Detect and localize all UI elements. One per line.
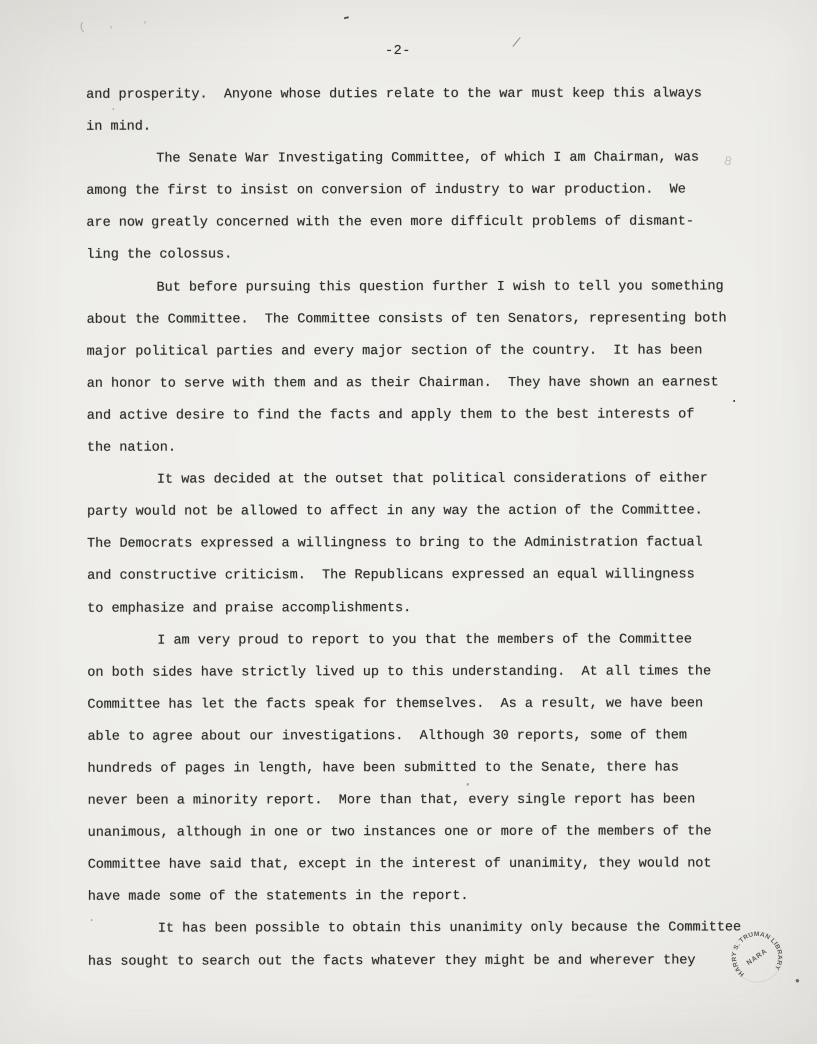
text-line: able to agree about our investigations. Although 30 reports, some of them [87, 728, 687, 745]
text-line: ling the colossus. [86, 247, 233, 264]
paragraph [87, 624, 788, 914]
text-block [86, 78, 788, 978]
text-line: It has been possible to obtain this unanimity only because the Committee [157, 920, 742, 938]
text-line: I am very proud to report to you that the members of the Committee [157, 632, 692, 649]
paragraph [88, 913, 788, 979]
pencil-mark: ʹ [140, 20, 149, 33]
ink-tick: ▬ [342, 12, 350, 23]
text-line: the nation. [86, 440, 176, 456]
text-line: among the first to insist on conversion of industry to war production. We [86, 182, 686, 200]
text-line: never been a minority report. More than that, every single report has been [87, 792, 696, 809]
text-line: hundreds of pages in length, have been submitted to the Senate, there has [87, 760, 679, 777]
paragraph [86, 142, 786, 272]
text-line: It was decided at the outset that political considerations of either [156, 471, 708, 488]
paragraph [86, 78, 786, 144]
smudge: 8 [722, 153, 734, 170]
text-line: an honor to serve with them and as their Chairman. They have shown an earnest [86, 375, 719, 392]
text-line: on both sides have strictly lived up to this understanding. At all times the [87, 664, 712, 681]
text-line: are now greatly concerned with the even more difficult problems of dismant- [86, 214, 694, 232]
text-line: and constructive criticism. The Republicans expressed an equal willingness [87, 567, 695, 585]
text-line: unanimous, although in one or two instances one or more of the members of the [87, 824, 712, 841]
text-line: Committee have said that, except in the interest of unanimity, they would not [87, 856, 712, 873]
text-line: party would not be allowed to affect in any way the action of the Committee. [86, 503, 703, 520]
text-line: and prosperity. Anyone whose duties relate to the war must keep this always [86, 86, 702, 103]
text-line: about the Committee. The Committee consists of ten Senators, representing both [86, 311, 727, 328]
ink-spot: ● [795, 977, 800, 986]
pencil-slash: / [510, 35, 522, 53]
stamp-center-text: NARA [745, 947, 769, 967]
paragraph [86, 271, 786, 465]
pencil-mark: ʹ [108, 26, 115, 37]
stray-period: . [730, 391, 739, 407]
stamp-ring-text: HARRY S. TRUMAN LIBRARY [730, 930, 784, 978]
text-line: have made some of the statements in the report. [87, 889, 469, 906]
text-line: to emphasize and praise accomplishments. [87, 600, 412, 617]
page-number: -2- [385, 44, 411, 59]
text-line: major political parties and every major section of the country. It has been [86, 343, 703, 360]
paragraph [87, 463, 787, 625]
text-line: in mind. [86, 119, 151, 135]
text-line: The Democrats expressed a willingness to bring to the Administration factual [87, 535, 703, 553]
pencil-dot: . [88, 911, 96, 925]
ink-dot: ● [466, 781, 470, 788]
truman-library-stamp [723, 923, 791, 991]
text-line: The Senate War Investigating Committee, of which I am Chairman, was [156, 150, 700, 167]
text-line: Committee has let the facts speak for themselves. As a result, we have been [87, 696, 704, 713]
text-line: But before pursuing this question further I wish to tell you something [156, 278, 724, 296]
text-line: and active desire to find the facts and apply them to the best interests of [86, 407, 695, 424]
pencil-dot: . [110, 102, 117, 114]
text-line: has sought to search out the facts whatever they might be and wherever they [87, 952, 696, 970]
pencil-mark: ( [78, 21, 87, 35]
